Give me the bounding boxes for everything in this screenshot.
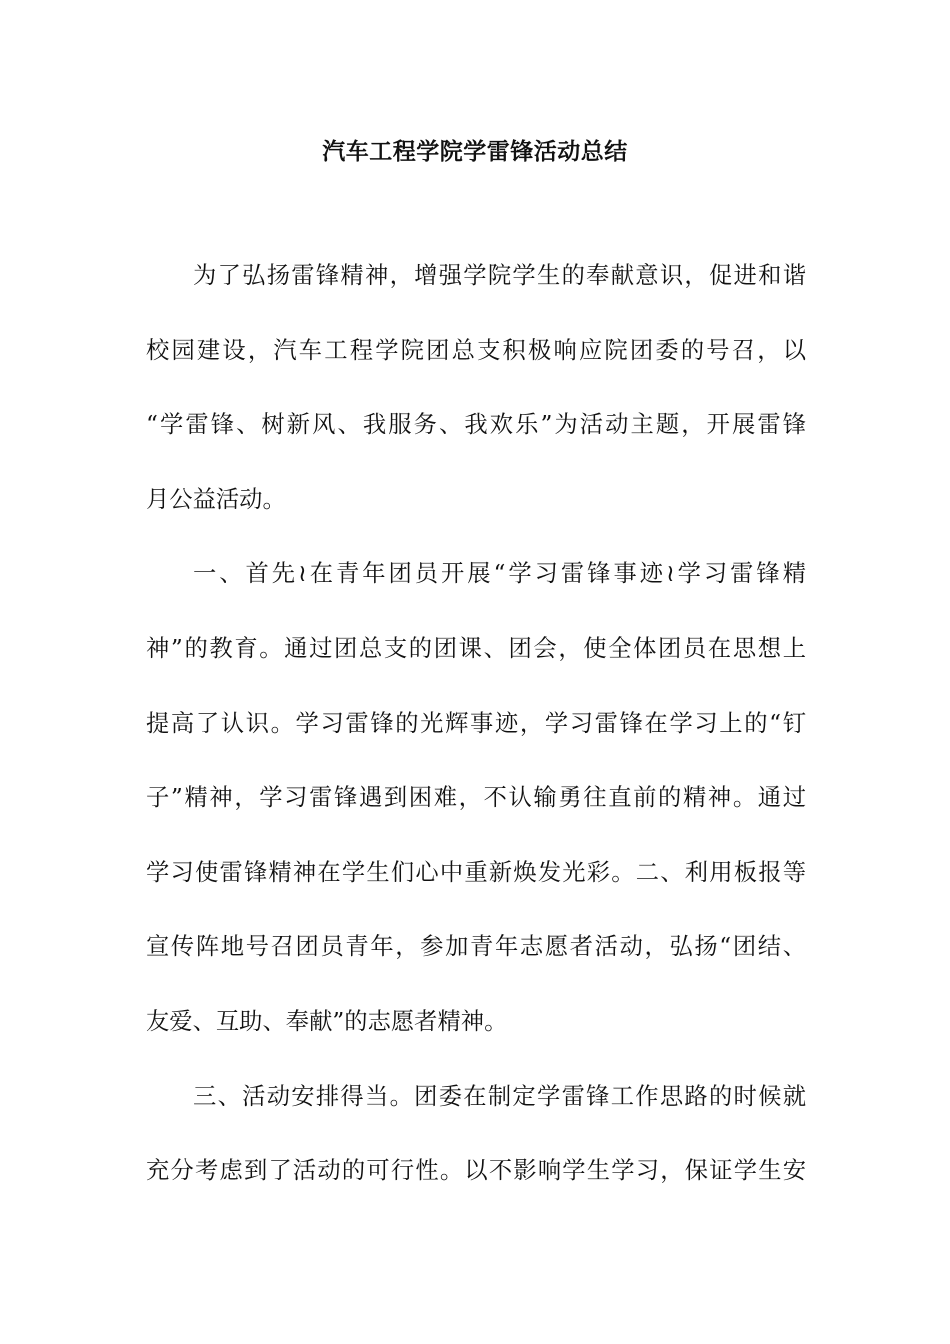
paragraph-2-line-7: 友爱、互助、奉献”的志愿者精神。 bbox=[146, 1007, 508, 1035]
paragraph-1-line-4: 月公益活动。 bbox=[146, 485, 286, 513]
document-body bbox=[146, 254, 806, 1224]
paragraph-2-line-2: 神”的教育。通过团总支的团课、团会，使全体团员在思想上 bbox=[146, 634, 806, 662]
paragraph-1-line-1: 为了弘扬雷锋精神，增强学院学生的奉献意识，促进和谐 bbox=[193, 262, 806, 289]
document-title: 汽车工程学院学雷锋活动总结 bbox=[322, 138, 628, 165]
paragraph-1-line-2: 校园建设，汽车工程学院团总支积极响应院团委的号召，以 bbox=[146, 336, 806, 364]
paragraph-1-line-3: “学雷锋、树新风、我服务、我欢乐”为活动主题，开展雷锋 bbox=[146, 411, 806, 439]
paragraph-3-line-2: 充分考虑到了活动的可行性。以不影响学生学习，保证学生安 bbox=[146, 1157, 806, 1185]
paragraph-2-line-3: 提高了认识。学习雷锋的光辉事迹，学习雷锋在学习上的“钉 bbox=[146, 709, 806, 737]
paragraph-2-line-6: 宣传阵地号召团员青年，参加青年志愿者活动，弘扬“团结、 bbox=[146, 933, 806, 961]
paragraph-3-line-1: 三、活动安排得当。团委在制定学雷锋工作思路的时候就 bbox=[193, 1082, 806, 1110]
paragraph-2-line-5: 学习使雷锋精神在学生们心中重新焕发光彩。二、利用板报等 bbox=[146, 858, 806, 886]
paragraph-2-line-4: 子”精神，学习雷锋遇到困难，不认输勇往直前的精神。通过 bbox=[146, 784, 806, 812]
paragraph-2-line-1: 一、首先≀在青年团员开展“学习雷锋事迹≀学习雷锋精 bbox=[193, 560, 806, 588]
